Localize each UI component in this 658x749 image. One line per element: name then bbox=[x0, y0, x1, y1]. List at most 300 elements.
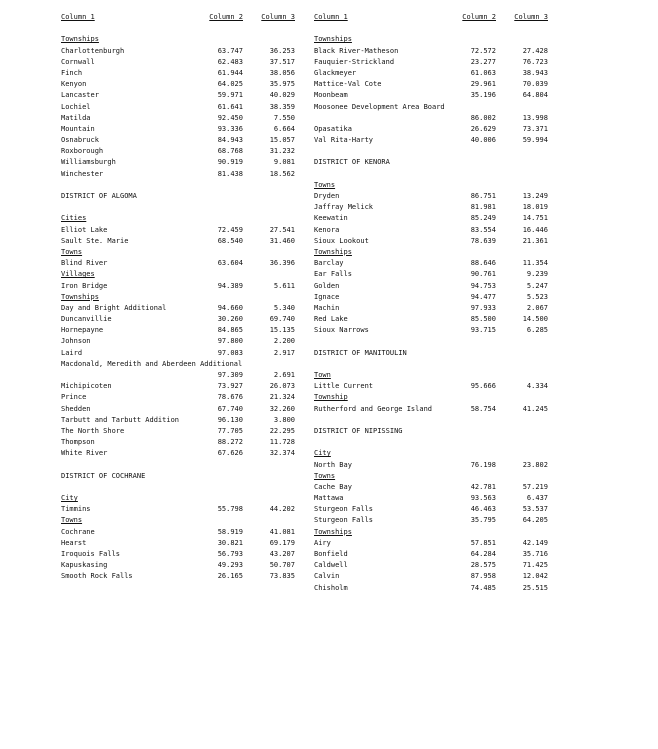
table-row bbox=[61, 370, 305, 381]
column-2-value: 23.277 bbox=[470, 57, 496, 66]
municipality-name: Kenora bbox=[314, 225, 340, 234]
column-2-value: 95.666 bbox=[470, 382, 496, 391]
table-row bbox=[61, 68, 305, 79]
municipality-name: Tarbutt and Tarbutt Addition bbox=[61, 415, 180, 424]
column-2-value: 85.249 bbox=[470, 214, 496, 223]
category-heading: Towns bbox=[314, 471, 336, 480]
column-3-header: Column 3 bbox=[514, 13, 548, 21]
table-row bbox=[314, 68, 558, 79]
column-2-value: 96.130 bbox=[217, 415, 243, 424]
table-row bbox=[314, 381, 558, 392]
column-2-value: 86.751 bbox=[470, 192, 496, 200]
spacer bbox=[314, 415, 558, 426]
column-2-value: 59.971 bbox=[217, 91, 243, 100]
municipality-name: Mountain bbox=[61, 124, 95, 133]
category-heading: Town bbox=[314, 371, 331, 379]
category-heading-row bbox=[61, 292, 305, 303]
column-3-value: 27.541 bbox=[269, 225, 295, 234]
table-row bbox=[314, 202, 558, 213]
table-row bbox=[61, 146, 305, 157]
municipality-name: Blind River bbox=[61, 259, 108, 268]
municipality-name: Timmins bbox=[61, 505, 91, 514]
column-3-value: 57.219 bbox=[522, 482, 548, 491]
category-heading-row bbox=[314, 527, 558, 538]
municipality-name: Roxborough bbox=[61, 147, 104, 156]
table-row bbox=[61, 549, 305, 560]
municipality-name: Sioux Narrows bbox=[314, 326, 369, 335]
municipality-name: Rutherford and George Island bbox=[314, 404, 433, 413]
column-3-value: 2.691 bbox=[273, 371, 295, 379]
column-3-value: 32.374 bbox=[269, 449, 295, 458]
municipality-name: Iron Bridge bbox=[61, 281, 108, 290]
column-3-value: 6.437 bbox=[526, 494, 548, 503]
table-row bbox=[61, 157, 305, 168]
municipality-name: Val Rita-Harty bbox=[314, 136, 374, 145]
table-row bbox=[61, 348, 305, 359]
column-2-value: 74.485 bbox=[470, 583, 496, 592]
column-3-value: 14.500 bbox=[522, 315, 548, 324]
spacer bbox=[314, 146, 558, 157]
municipality-name: Calvin bbox=[314, 572, 340, 581]
column-2-value: 94.389 bbox=[217, 281, 243, 290]
column-2-value: 26.165 bbox=[217, 572, 243, 581]
column-3-value: 36.396 bbox=[269, 259, 295, 268]
column-2-value: 85.500 bbox=[470, 315, 496, 324]
table-row bbox=[61, 225, 305, 236]
table-row bbox=[61, 236, 305, 247]
column-2-value: 46.463 bbox=[470, 505, 496, 514]
table-row bbox=[61, 169, 305, 180]
municipality-name: Winchester bbox=[61, 169, 104, 178]
municipality-name: The North Shore bbox=[61, 426, 125, 435]
column-2-value: 97.933 bbox=[470, 303, 496, 312]
municipality-name: Lancaster bbox=[61, 91, 99, 100]
table-row bbox=[61, 437, 305, 448]
table-row bbox=[314, 269, 558, 280]
column-3-value: 35.716 bbox=[522, 550, 548, 558]
table-row bbox=[61, 404, 305, 415]
municipality-name: Cochrane bbox=[61, 527, 95, 536]
column-3-value: 42.149 bbox=[522, 538, 548, 547]
category-heading-row bbox=[314, 448, 558, 459]
category-heading-row bbox=[61, 493, 305, 504]
table-row bbox=[61, 415, 305, 426]
column-2-value: 83.554 bbox=[470, 225, 496, 234]
column-2-value: 57.851 bbox=[470, 538, 496, 547]
table-row bbox=[61, 135, 305, 146]
column-2-value: 61.944 bbox=[217, 68, 243, 77]
municipality-name: Ear Falls bbox=[314, 270, 352, 279]
column-3-value: 2.067 bbox=[526, 303, 548, 312]
municipality-name: Day and Bright Additional bbox=[61, 303, 167, 312]
category-heading: Towns bbox=[314, 180, 336, 189]
column-header-row bbox=[61, 12, 305, 23]
municipality-name: Kapuskasing bbox=[61, 561, 108, 570]
column-2-value: 64.025 bbox=[217, 80, 243, 89]
column-3-value: 70.039 bbox=[522, 80, 548, 89]
column-2-value: 92.450 bbox=[217, 113, 243, 122]
column-2-value: 40.006 bbox=[470, 136, 496, 145]
column-3-value: 22.295 bbox=[269, 426, 295, 435]
column-3-value: 2.917 bbox=[273, 348, 295, 357]
column-2-value: 72.572 bbox=[470, 46, 496, 55]
column-3-value: 11.354 bbox=[522, 259, 548, 268]
column-2-value: 81.438 bbox=[217, 169, 243, 178]
municipality-name: Sturgeon Falls bbox=[314, 505, 374, 514]
column-2-value: 49.293 bbox=[217, 561, 243, 570]
spacer bbox=[314, 437, 558, 448]
category-heading-row bbox=[314, 392, 558, 403]
column-2-value: 88.646 bbox=[470, 259, 496, 268]
table-row bbox=[314, 560, 558, 571]
column-2-value: 76.198 bbox=[470, 460, 496, 469]
column-2-value: 78.639 bbox=[470, 236, 496, 245]
category-heading: Cities bbox=[61, 214, 87, 223]
municipality-name: Johnson bbox=[61, 337, 91, 346]
spacer bbox=[61, 482, 305, 493]
table-row bbox=[314, 549, 558, 560]
district-heading: DISTRICT OF COCHRANE bbox=[61, 471, 146, 480]
column-2-value: 97.800 bbox=[217, 337, 243, 346]
column-2-value: 94.660 bbox=[217, 303, 243, 312]
table-row bbox=[61, 325, 305, 336]
table-row bbox=[314, 482, 558, 493]
column-3-value: 15.057 bbox=[269, 136, 295, 145]
column-3-value: 7.550 bbox=[273, 113, 295, 122]
column-3-value: 13.249 bbox=[522, 192, 548, 200]
column-2-value: 67.626 bbox=[217, 449, 243, 458]
table-row bbox=[61, 303, 305, 314]
municipality-name: Mattice-Val Cote bbox=[314, 80, 382, 89]
table-row bbox=[61, 504, 305, 515]
municipality-name: North Bay bbox=[314, 460, 352, 469]
table-row bbox=[314, 314, 558, 325]
table-row bbox=[61, 571, 305, 582]
column-3-value: 38.943 bbox=[522, 68, 548, 77]
municipality-name: Keewatin bbox=[314, 214, 348, 223]
table-row bbox=[61, 426, 305, 437]
column-2-value: 86.002 bbox=[470, 113, 496, 122]
category-heading-row bbox=[61, 34, 305, 45]
table-row bbox=[61, 113, 305, 124]
table-row bbox=[314, 571, 558, 582]
column-2-value: 61.641 bbox=[217, 102, 243, 111]
column-3-value: 38.359 bbox=[269, 102, 295, 111]
municipality-name: Duncanvillie bbox=[61, 315, 112, 324]
column-2-value: 35.795 bbox=[470, 516, 496, 525]
table-row bbox=[314, 292, 558, 303]
municipality-name: Macdonald, Meredith and Aberdeen Additional bbox=[61, 359, 243, 368]
table-row bbox=[61, 392, 305, 403]
municipality-name: Mattawa bbox=[314, 494, 344, 503]
spacer bbox=[314, 336, 558, 347]
category-heading: Villages bbox=[61, 270, 95, 279]
district-heading-row bbox=[314, 348, 558, 359]
district-heading: DISTRICT OF KENORA bbox=[314, 158, 390, 167]
table-row bbox=[61, 314, 305, 325]
municipality-name: Hornepayne bbox=[61, 326, 104, 335]
category-heading-row bbox=[314, 34, 558, 45]
municipality-name: Jaffray Melick bbox=[314, 203, 374, 212]
table-row bbox=[314, 538, 558, 549]
category-heading: Township bbox=[314, 393, 348, 402]
table-row bbox=[61, 538, 305, 549]
column-2-value: 58.754 bbox=[470, 404, 496, 413]
table-row bbox=[314, 583, 558, 594]
column-3-value: 2.200 bbox=[273, 337, 295, 346]
column-3-value: 5.611 bbox=[273, 281, 295, 290]
column-2-value: 63.604 bbox=[217, 259, 243, 268]
column-2-value: 93.563 bbox=[470, 494, 496, 503]
column-3-value: 21.361 bbox=[522, 236, 548, 245]
table-row bbox=[314, 404, 558, 415]
municipality-name: Laird bbox=[61, 348, 83, 357]
table-row bbox=[314, 515, 558, 526]
table-row bbox=[61, 527, 305, 538]
column-3-value: 5.340 bbox=[273, 303, 295, 312]
column-3-value: 6.664 bbox=[273, 124, 295, 133]
long-name-row bbox=[314, 102, 558, 113]
column-3-value: 31.460 bbox=[269, 236, 295, 245]
table-row bbox=[314, 325, 558, 336]
municipality-name: Fauquier-Strickland bbox=[314, 57, 395, 66]
municipality-name: Black River-Matheson bbox=[314, 46, 399, 55]
table-row bbox=[314, 57, 558, 68]
municipality-name: Bonfield bbox=[314, 550, 348, 558]
column-3-value: 32.260 bbox=[269, 404, 295, 413]
column-2-value: 77.705 bbox=[217, 426, 243, 435]
column-3-value: 11.728 bbox=[269, 438, 295, 447]
column-2-value: 72.459 bbox=[217, 225, 243, 234]
table-row bbox=[314, 225, 558, 236]
column-2-value: 90.919 bbox=[217, 158, 243, 167]
table-row bbox=[314, 236, 558, 247]
spacer bbox=[314, 359, 558, 370]
column-2-value: 68.540 bbox=[217, 236, 243, 245]
table-row bbox=[61, 124, 305, 135]
column-2-value: 29.961 bbox=[470, 80, 496, 89]
column-2-value: 97.309 bbox=[217, 371, 243, 379]
category-heading: Townships bbox=[314, 35, 352, 44]
category-heading-row bbox=[314, 180, 558, 191]
municipality-name: Matilda bbox=[61, 113, 91, 122]
column-2-value: 97.083 bbox=[217, 348, 243, 357]
column-2-value: 64.284 bbox=[470, 550, 496, 558]
category-heading: Towns bbox=[61, 516, 83, 525]
column-3-value: 4.334 bbox=[526, 382, 548, 391]
municipality-name: Dryden bbox=[314, 192, 340, 200]
column-3-value: 43.207 bbox=[269, 550, 295, 558]
column-3-value: 16.446 bbox=[522, 225, 548, 234]
column-3-value: 6.285 bbox=[526, 326, 548, 335]
right-column bbox=[314, 12, 558, 594]
column-2-header: Column 2 bbox=[462, 13, 496, 21]
column-1-header: Column 1 bbox=[314, 13, 348, 21]
column-2-value: 28.575 bbox=[470, 561, 496, 570]
municipality-name: Golden bbox=[314, 281, 340, 290]
municipality-name: Machin bbox=[314, 303, 340, 312]
column-1-header: Column 1 bbox=[61, 13, 95, 21]
municipality-name: Smooth Rock Falls bbox=[61, 572, 133, 581]
column-3-value: 31.232 bbox=[269, 147, 295, 156]
column-2-value: 62.483 bbox=[217, 57, 243, 66]
column-2-value: 84.865 bbox=[217, 326, 243, 335]
column-3-value: 37.517 bbox=[269, 57, 295, 66]
municipality-name: Red Lake bbox=[314, 315, 348, 324]
column-3-value: 5.523 bbox=[526, 292, 548, 301]
column-2-value: 63.747 bbox=[217, 46, 243, 55]
table-row bbox=[314, 124, 558, 135]
column-2-value: 26.629 bbox=[470, 124, 496, 133]
district-heading-row bbox=[314, 426, 558, 437]
column-2-value: 88.272 bbox=[217, 438, 243, 447]
column-3-value: 5.247 bbox=[526, 281, 548, 290]
municipality-name: Iroquois Falls bbox=[61, 550, 121, 558]
municipality-name: Elliot Lake bbox=[61, 225, 108, 234]
table-row bbox=[314, 460, 558, 471]
table-row bbox=[61, 381, 305, 392]
municipality-name: Osnabruck bbox=[61, 136, 99, 145]
municipality-name: Barclay bbox=[314, 259, 344, 268]
municipality-name: Shedden bbox=[61, 404, 91, 413]
column-2-value: 35.196 bbox=[470, 91, 496, 100]
column-3-value: 9.081 bbox=[273, 158, 295, 167]
column-3-value: 69.740 bbox=[269, 315, 295, 324]
category-heading-row bbox=[314, 247, 558, 258]
column-3-value: 59.994 bbox=[522, 136, 548, 145]
column-3-value: 25.515 bbox=[522, 583, 548, 592]
municipality-name: Cornwall bbox=[61, 57, 95, 66]
column-3-value: 41.081 bbox=[269, 527, 295, 536]
category-heading-row bbox=[314, 370, 558, 381]
column-3-value: 41.245 bbox=[522, 404, 548, 413]
table-row bbox=[61, 336, 305, 347]
table-row bbox=[314, 504, 558, 515]
column-2-value: 67.740 bbox=[217, 404, 243, 413]
table-row bbox=[61, 281, 305, 292]
category-heading: Townships bbox=[314, 247, 352, 256]
municipality-name: Finch bbox=[61, 68, 83, 77]
column-3-value: 73.835 bbox=[269, 572, 295, 581]
district-heading-row bbox=[61, 471, 305, 482]
municipality-name: Sturgeon Falls bbox=[314, 516, 374, 525]
spacer bbox=[61, 202, 305, 213]
category-heading-row bbox=[314, 471, 558, 482]
municipality-name: Caldwell bbox=[314, 561, 348, 570]
table-row bbox=[314, 79, 558, 90]
column-2-value: 73.927 bbox=[217, 382, 243, 391]
column-3-value: 3.800 bbox=[273, 415, 295, 424]
table-row bbox=[61, 102, 305, 113]
column-3-value: 64.205 bbox=[522, 516, 548, 525]
column-3-value: 53.537 bbox=[522, 505, 548, 514]
column-header-row bbox=[314, 12, 558, 23]
category-heading: Townships bbox=[61, 35, 99, 44]
category-heading-row bbox=[61, 515, 305, 526]
column-2-value: 58.919 bbox=[217, 527, 243, 536]
table-row bbox=[61, 79, 305, 90]
column-2-value: 30.260 bbox=[217, 315, 243, 324]
municipality-name: Airy bbox=[314, 538, 331, 547]
spacer bbox=[61, 180, 305, 191]
spacer bbox=[61, 460, 305, 471]
municipality-name: Moosonee Development Area Board bbox=[314, 102, 445, 111]
column-3-value: 18.562 bbox=[269, 169, 295, 178]
municipality-name: Opasatika bbox=[314, 124, 352, 133]
left-column bbox=[61, 12, 305, 583]
municipality-name: Lochiel bbox=[61, 102, 91, 111]
column-3-value: 69.179 bbox=[269, 538, 295, 547]
municipality-name: Michipicoten bbox=[61, 382, 112, 391]
column-2-value: 84.943 bbox=[217, 136, 243, 145]
column-3-value: 64.804 bbox=[522, 91, 548, 100]
category-heading-row bbox=[61, 213, 305, 224]
column-2-value: 68.768 bbox=[217, 147, 243, 156]
category-heading-row bbox=[61, 269, 305, 280]
municipality-name: Thompson bbox=[61, 438, 95, 447]
column-2-value: 30.821 bbox=[217, 538, 243, 547]
table-row bbox=[314, 113, 558, 124]
column-3-value: 13.998 bbox=[522, 113, 548, 122]
column-3-value: 15.135 bbox=[269, 326, 295, 335]
table-row bbox=[61, 448, 305, 459]
column-2-value: 87.958 bbox=[470, 572, 496, 581]
municipality-name: Williamsburgh bbox=[61, 158, 116, 167]
category-heading: City bbox=[314, 449, 331, 458]
column-3-value: 21.324 bbox=[269, 393, 295, 402]
table-row bbox=[314, 90, 558, 101]
column-3-value: 18.019 bbox=[522, 203, 548, 212]
municipality-name: Hearst bbox=[61, 538, 87, 547]
column-2-value: 94.477 bbox=[470, 292, 496, 301]
column-3-value: 44.202 bbox=[269, 505, 295, 514]
category-heading: Townships bbox=[314, 527, 352, 536]
municipality-name: Sioux Lookout bbox=[314, 236, 369, 245]
category-heading: Townships bbox=[61, 292, 99, 301]
spacer bbox=[314, 169, 558, 180]
municipality-name: Glackmeyer bbox=[314, 68, 357, 77]
table-row bbox=[61, 560, 305, 571]
column-3-value: 35.975 bbox=[269, 80, 295, 89]
district-heading-row bbox=[61, 191, 305, 202]
municipality-name: Sault Ste. Marie bbox=[61, 236, 129, 245]
column-2-value: 93.715 bbox=[470, 326, 496, 335]
table-row bbox=[61, 258, 305, 269]
spacer bbox=[61, 23, 305, 34]
column-3-value: 40.029 bbox=[269, 91, 295, 100]
column-2-value: 78.676 bbox=[217, 393, 243, 402]
column-3-value: 71.425 bbox=[522, 561, 548, 570]
column-3-value: 14.751 bbox=[522, 214, 548, 223]
column-3-value: 23.802 bbox=[522, 460, 548, 469]
table-row bbox=[314, 135, 558, 146]
table-row bbox=[314, 303, 558, 314]
table-row bbox=[314, 258, 558, 269]
column-3-value: 12.042 bbox=[522, 572, 548, 581]
long-name-row bbox=[61, 359, 305, 370]
column-3-value: 9.239 bbox=[526, 270, 548, 279]
municipality-name: Cache Bay bbox=[314, 482, 352, 491]
column-3-value: 76.723 bbox=[522, 57, 548, 66]
municipality-name: Kenyon bbox=[61, 80, 87, 89]
table-row bbox=[314, 191, 558, 202]
category-heading-row bbox=[61, 247, 305, 258]
column-3-header: Column 3 bbox=[261, 13, 295, 21]
column-3-value: 27.428 bbox=[522, 46, 548, 55]
table-row bbox=[61, 57, 305, 68]
spacer bbox=[314, 23, 558, 34]
column-3-value: 26.073 bbox=[269, 382, 295, 391]
